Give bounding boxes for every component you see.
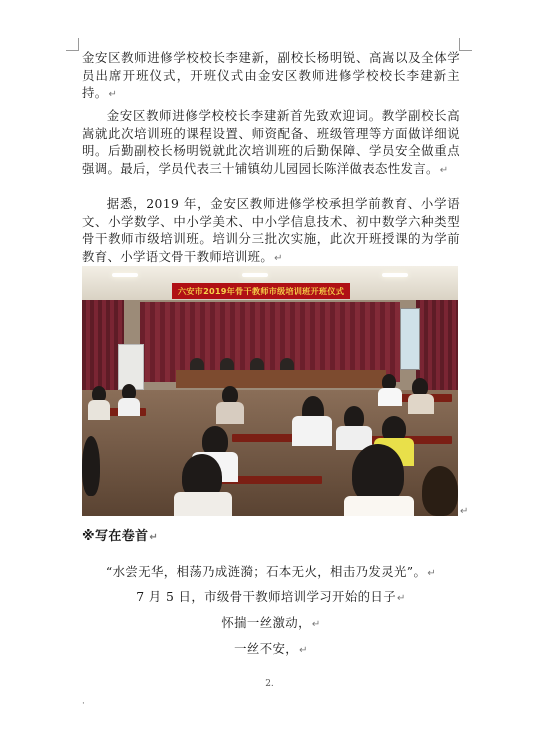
paragraph-mark: ↵ bbox=[397, 593, 406, 604]
page-corner-mark-top-right bbox=[459, 38, 472, 51]
paragraph-mark: ↵ bbox=[439, 164, 449, 176]
paragraph-mark: ↵ bbox=[311, 619, 321, 630]
paragraph-mark: ↵ bbox=[299, 645, 308, 656]
paragraph-training-overview: 据悉，2019 年，金安区教师进修学校承担学前教育、小学语文、小学数学、中小学美术、中小学信息技术、初中数学六种类型骨干教师市级培训班。培训分三批次实施，此次开班授课的为学前教育、小学语文骨干教师培训班。↵ bbox=[82, 196, 460, 264]
paragraph-mark: ↵ bbox=[108, 89, 118, 101]
quote-line-3: 怀揣一丝激动，↵ bbox=[221, 615, 321, 630]
ceremony-banner: 六安市2019年骨干教师市级培训班开班仪式 bbox=[172, 283, 350, 299]
quote-line-4: 一丝不安，↵ bbox=[234, 641, 308, 656]
section-heading: ※写在卷首↵ bbox=[82, 529, 159, 544]
ceremony-photo bbox=[82, 266, 458, 516]
paragraph-mark: ↵ bbox=[427, 568, 437, 579]
paragraph-speeches: 金安区教师进修学校校长李建新首先致欢迎词。教学副校长高嵩就此次培训班的课程设置、师资配备、班级管理等方面做详细说明。后勤副校长杨明锐就此次培训班的后勤保障、学员安全做重点强调。最后，学员代表三十铺镇幼儿园园长陈洋做表态性发言。↵ bbox=[82, 108, 460, 176]
page-number: 2. bbox=[265, 679, 274, 689]
paragraph-opening-ceremony: 金安区教师进修学校校长李建新，副校长杨明锐、高嵩以及全体学员出席开班仪式，开班仪式由金安区教师进修学校校长李建新主持。↵ bbox=[82, 50, 460, 101]
page-corner-mark-top-left bbox=[66, 38, 79, 51]
paragraph-mark: ↵ bbox=[274, 252, 283, 264]
paragraph-mark: ↵ bbox=[460, 506, 469, 517]
paragraph-mark: ↵ bbox=[149, 532, 159, 543]
quote-line-2: 7 月 5 日，市级骨干教师培训学习开始的日子↵ bbox=[136, 589, 406, 604]
footer-mark: · bbox=[82, 699, 85, 709]
quote-line-1: “水尝无华，相荡乃成涟漪；石本无火，相击乃发灵光”。↵ bbox=[105, 564, 437, 579]
